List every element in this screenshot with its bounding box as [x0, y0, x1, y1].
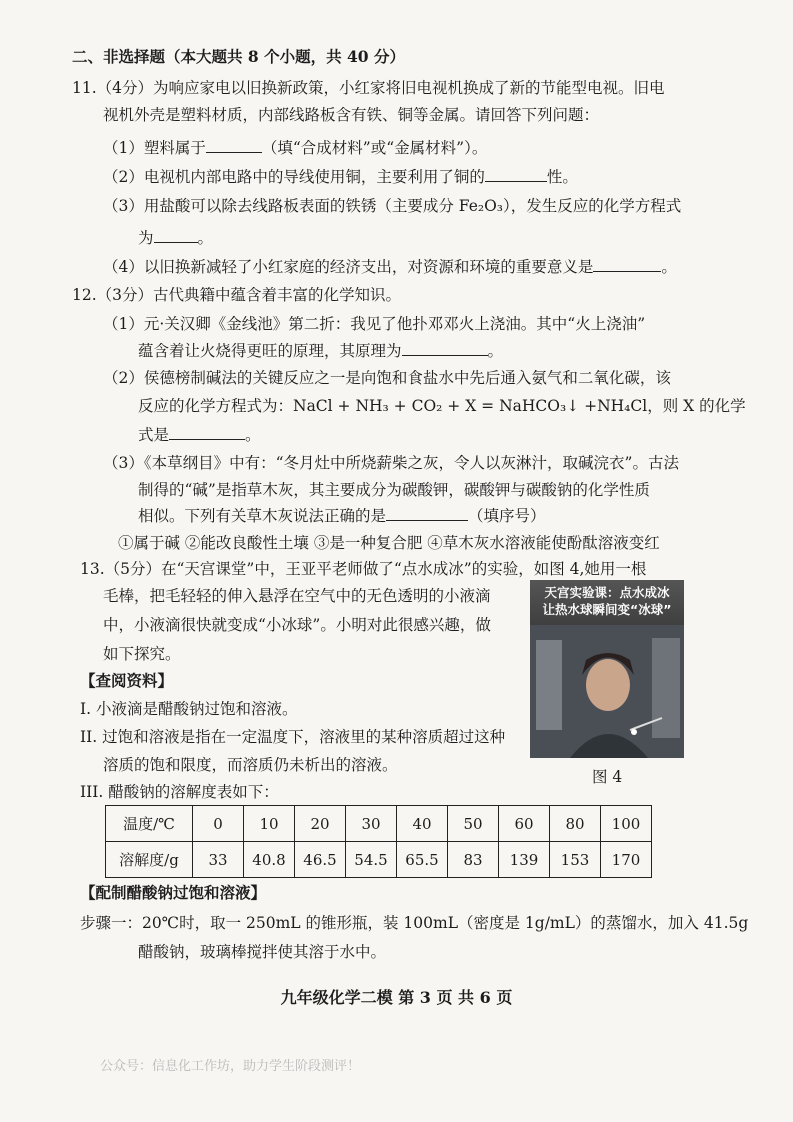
q12-part3-line1: （3）《本草纲目》中有：“冬月灶中所烧薪柴之灰，令人以灰淋汁，取碱浣衣”。古法 [103, 454, 679, 472]
ref-title: 【查阅资料】 [80, 671, 174, 690]
solubility-table [105, 805, 652, 878]
answer-blank[interactable] [154, 227, 198, 243]
figure-4-photo [530, 580, 684, 758]
answer-blank[interactable] [485, 166, 547, 182]
ref-item-1: I. 小液滴是醋酸钠过饱和溶液。 [80, 700, 298, 718]
q12-part3-line2: 制得的“碱”是指草木灰，其主要成分为碳酸钾，碳酸钾与碳酸钠的化学性质 [138, 481, 650, 499]
q12-options: ①属于碱 ②能改良酸性土壤 ③是一种复合肥 ④草木灰水溶液能使酚酞溶液变红 [118, 534, 660, 552]
row-header-solubility: 溶解度/g [106, 842, 193, 878]
q11-part3-line1: （3）用盐酸可以除去线路板表面的铁锈（主要成分 Fe₂O₃），发生反应的化学方程式 [103, 197, 682, 215]
watermark: 公众号：信息化工作坊，助力学生阶段测评！ [100, 1059, 361, 1074]
answer-blank[interactable] [206, 137, 262, 153]
step1-line1: 步骤一：20℃时，取一 250mL 的锥形瓶，装 100mL（密度是 1g/mL）的蒸馏水，加入 41.5g [80, 914, 749, 932]
q11-part1-text: （1）塑料属于 [103, 139, 206, 157]
table-cell: 40.8 [244, 842, 295, 878]
q11-part2-text: （2）电视机内部电路中的导线使用铜，主要利用了铜的 [103, 168, 485, 186]
answer-blank[interactable] [386, 505, 468, 521]
q12-intro: 12.（3分）古代典籍中蕴含着丰富的化学知识。 [72, 286, 402, 304]
q12-part1-line2 [138, 340, 503, 362]
q12-part2-end: 。 [245, 426, 261, 444]
q12-part3-end: （填序号） [468, 507, 546, 525]
q12-part1-end: 。 [487, 342, 504, 360]
q12-part1-line1: （1）元·关汉卿《金线池》第二折：我见了他扑邓邓火上浇油。其中“火上浇油” [103, 315, 646, 333]
figure-4-caption: 图 4 [592, 768, 623, 786]
photo-caption-line2: 让热水球瞬间变“冰球” [542, 602, 672, 617]
prep-title: 【配制醋酸钠过饱和溶液】 [80, 883, 267, 902]
q11-part4-end: 。 [661, 258, 677, 276]
table-cell: 153 [550, 842, 601, 878]
q11-part3-text: 为 [138, 229, 154, 247]
page-footer: 九年级化学二模 第 3 页 共 6 页 [280, 988, 513, 1007]
table-cell: 50 [448, 806, 499, 842]
table-cell: 139 [499, 842, 550, 878]
q12-part2-line2: 反应的化学方程式为：NaCl + NH₃ + CO₂ + X = NaHCO₃↓ +NH₄Cl，则 X 的化学 [138, 397, 746, 415]
table-cell: 0 [193, 806, 244, 842]
q11-part2 [103, 166, 578, 188]
q11-part4-text: （4）以旧换新减轻了小红家庭的经济支出，对资源和环境的重要意义是 [103, 258, 594, 276]
step1-line2: 醋酸钠，玻璃棒搅拌使其溶于水中。 [138, 943, 387, 961]
q13-line4: 如下探究。 [103, 645, 181, 663]
ref-item-2-line1: II. 过饱和溶液是指在一定温度下，溶液里的某种溶质超过这种 [80, 728, 506, 746]
q12-part3-line3 [138, 505, 546, 527]
table-cell: 83 [448, 842, 499, 878]
q13-line2: 毛棒，把毛轻轻的伸入悬浮在空气中的无色透明的小液滴 [103, 587, 491, 605]
table-cell: 65.5 [397, 842, 448, 878]
q11-intro-line2: 视机外壳是塑料材质，内部线路板含有铁、铜等金属。请回答下列问题： [103, 106, 600, 124]
answer-blank[interactable] [402, 340, 488, 356]
q13-line1: 13.（5分）在“天宫课堂”中，王亚平老师做了“点水成冰”的实验，如图 4,她用一根 [80, 560, 647, 578]
q12-part2-text: 式是 [138, 426, 170, 444]
table-cell: 60 [499, 806, 550, 842]
q11-part2-text2: 性。 [546, 168, 578, 186]
table-cell: 20 [295, 806, 346, 842]
answer-blank[interactable] [169, 424, 245, 440]
ref-item-3: III. 醋酸钠的溶解度表如下： [80, 783, 279, 801]
table-cell: 33 [193, 842, 244, 878]
ref-item-2-line2: 溶质的饱和限度，而溶质仍未析出的溶液。 [103, 756, 398, 774]
table-cell: 46.5 [295, 842, 346, 878]
q11-part3-end: 。 [197, 229, 214, 247]
row-header-temp: 温度/℃ [106, 806, 193, 842]
q12-part3-text: 相似。下列有关草木灰说法正确的是 [138, 507, 387, 525]
table-cell: 10 [244, 806, 295, 842]
answer-blank[interactable] [593, 256, 661, 272]
table-row [106, 806, 652, 842]
table-cell: 30 [346, 806, 397, 842]
q12-part1-text: 蕴含着让火烧得更旺的原理，其原理为 [138, 342, 402, 360]
q11-part1-text2: （填“合成材料”或“金属材料”）。 [261, 139, 488, 157]
table-cell: 100 [601, 806, 652, 842]
table-cell: 40 [397, 806, 448, 842]
table-row [106, 842, 652, 878]
table-cell: 80 [550, 806, 601, 842]
table-cell: 54.5 [346, 842, 397, 878]
photo-caption-line1: 天宫实验课：点水成冰 [544, 585, 670, 600]
q13-line3: 中，小液滴很快就变成“小冰球”。小明对此很感兴趣，做 [103, 616, 491, 634]
q11-intro-line1: 11.（4分）为响应家电以旧换新政策，小红家将旧电视机换成了新的节能型电视。旧电 [72, 79, 665, 97]
q12-part2-line3 [138, 424, 261, 446]
astronaut-illustration [530, 580, 684, 758]
section-title: 二、非选择题（本大题共 8 个小题，共 40 分） [72, 47, 405, 66]
q11-part4 [103, 256, 677, 278]
table-cell: 170 [601, 842, 652, 878]
q11-part1 [103, 137, 487, 159]
q12-part2-line1: （2）侯德榜制碱法的关键反应之一是向饱和食盐水中先后通入氨气和二氧化碳，该 [103, 369, 671, 387]
q11-part3-line2 [138, 227, 213, 249]
